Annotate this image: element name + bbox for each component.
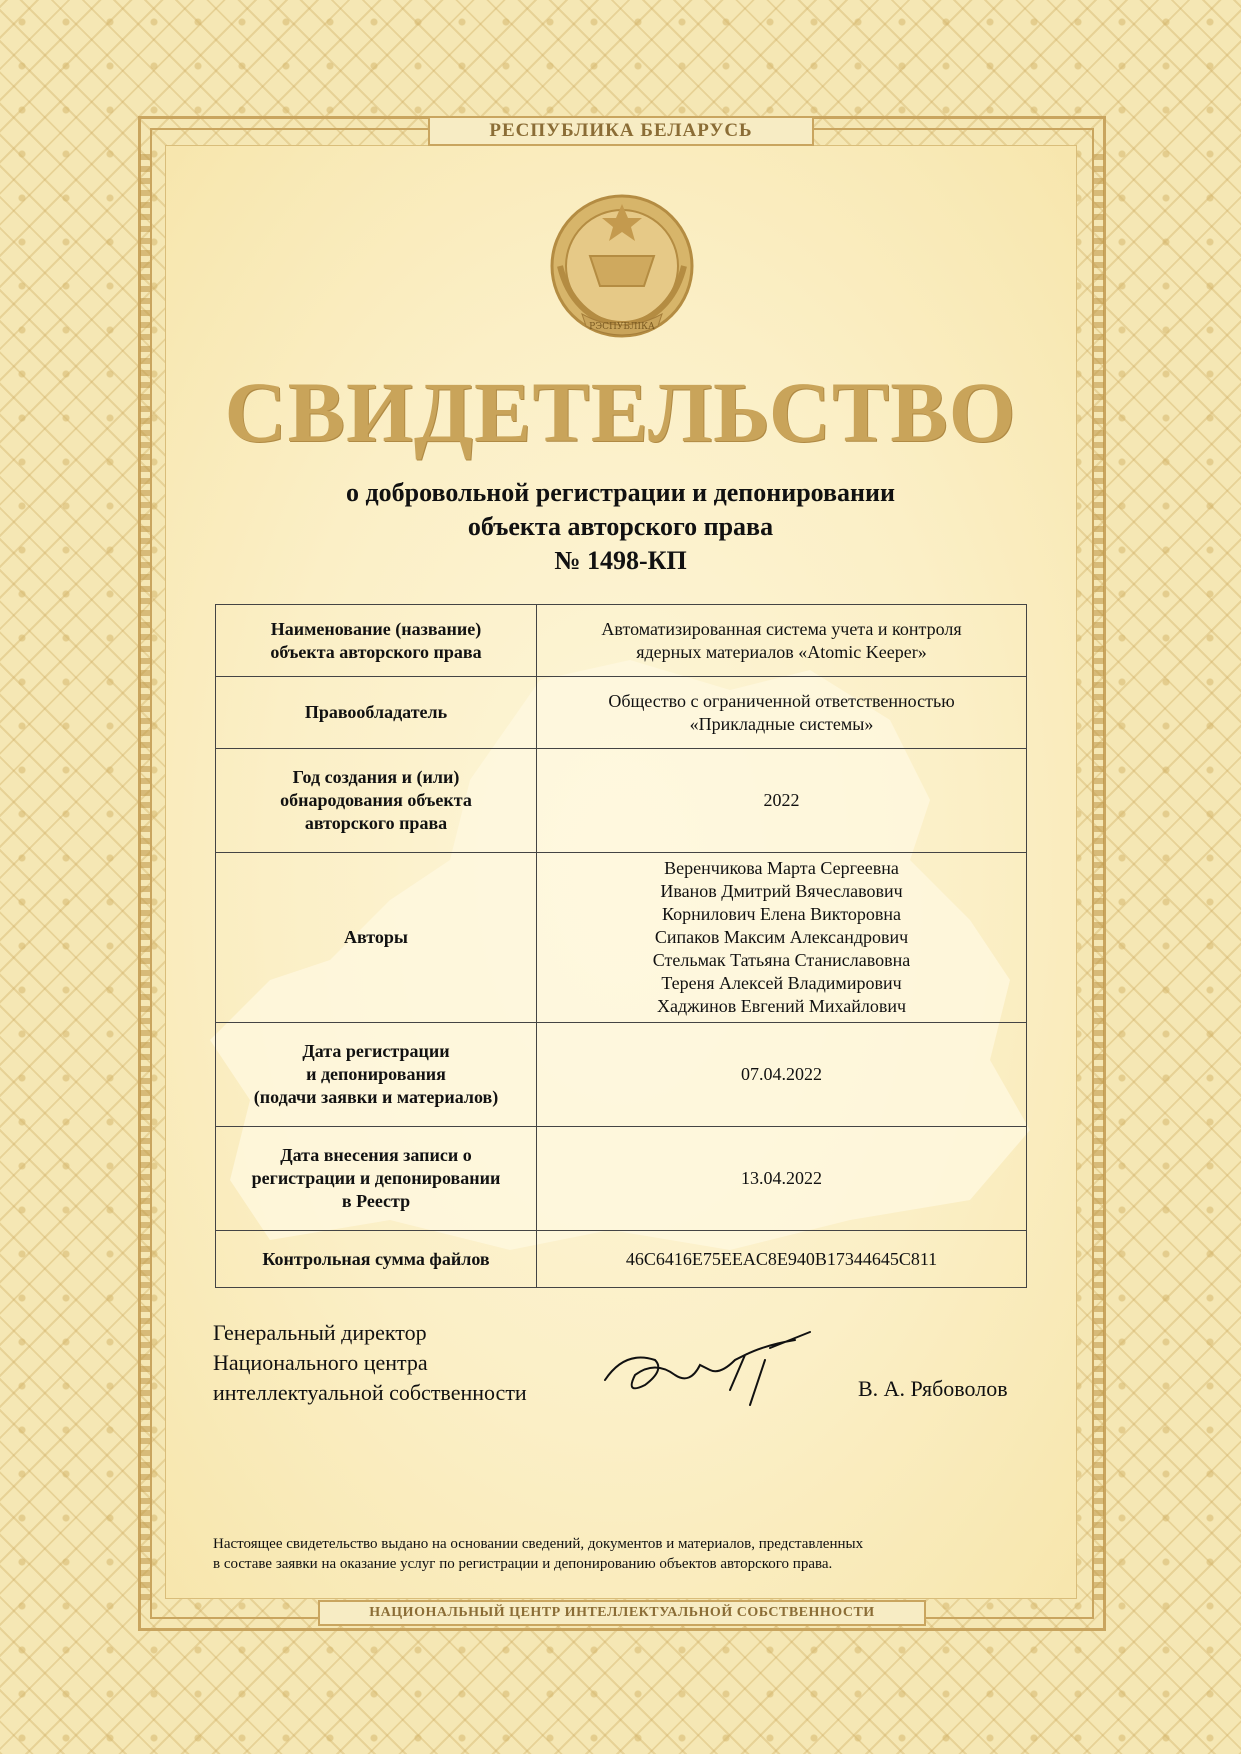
row-value: Общество с ограниченной ответственностью «Прикладные системы» bbox=[537, 677, 1027, 749]
subtitle-line-2: объекта авторского права bbox=[467, 512, 774, 541]
certificate-title: СВИДЕТЕЛЬСТВО bbox=[224, 364, 1017, 460]
signatory-name: В. А. Рябоволов bbox=[858, 1376, 1008, 1401]
row-label: Дата внесения записи о регистрации и депонировании в Реестр bbox=[216, 1127, 537, 1231]
row-value: 07.04.2022 bbox=[537, 1023, 1027, 1127]
row-value: 2022 bbox=[537, 749, 1027, 853]
country-band: РЕСПУБЛИКА БЕЛАРУСЬ bbox=[428, 116, 814, 146]
row-label: Год создания и (или) обнародования объекта авторского права bbox=[216, 749, 537, 853]
row-value: 13.04.2022 bbox=[537, 1127, 1027, 1231]
row-label: Наименование (название) объекта авторского права bbox=[216, 605, 537, 677]
table-row bbox=[216, 677, 1027, 749]
row-label: Авторы bbox=[216, 853, 537, 1023]
authors-list: Веренчикова Марта Сергеевна Иванов Дмитрий Вячеславович Корнилович Елена Викторовна Сипаков Максим Александрович Стельмак Татьяна Станиславовна Тереня Алексей Владимирович Хаджинов Евгений Михайлович bbox=[537, 853, 1027, 1023]
table-row bbox=[216, 1231, 1027, 1288]
row-label: Дата регистрации и депонирования (подачи заявки и материалов) bbox=[216, 1023, 537, 1127]
handwritten-signature-icon bbox=[595, 1330, 815, 1410]
table-row bbox=[216, 749, 1027, 853]
emblem-ribbon-text: РЭСПУБЛІКА bbox=[589, 322, 655, 332]
signatory-position: Генеральный директор Национального центра интеллектуальной собственности bbox=[213, 1320, 527, 1405]
table-row bbox=[216, 853, 1027, 1023]
row-label: Правообладатель bbox=[216, 677, 537, 749]
coat-of-arms-icon bbox=[532, 186, 712, 346]
subtitle-line-1: о добровольной регистрации и депонировании bbox=[345, 478, 895, 507]
certificate-number: № 1498-КП bbox=[554, 546, 687, 575]
registry-table bbox=[215, 604, 1027, 1288]
table-row bbox=[216, 1127, 1027, 1231]
table-row bbox=[216, 605, 1027, 677]
certificate-subtitle bbox=[0, 476, 1241, 578]
row-value: Автоматизированная система учета и контроля ядерных материалов «Atomic Keeper» bbox=[537, 605, 1027, 677]
row-label: Контрольная сумма файлов bbox=[216, 1231, 537, 1288]
checksum-value: 46C6416E75EEAC8E940B17344645C811 bbox=[537, 1231, 1027, 1288]
footnote: Настоящее свидетельство выдано на основании сведений, документов и материалов, представленных в составе заявки на оказание услуг по регистрации и депонированию объектов авторского права. bbox=[213, 1536, 864, 1572]
table-row bbox=[216, 1023, 1027, 1127]
issuer-band: НАЦИОНАЛЬНЫЙ ЦЕНТР ИНТЕЛЛЕКТУАЛЬНОЙ СОБСТВЕННОСТИ bbox=[318, 1600, 926, 1626]
